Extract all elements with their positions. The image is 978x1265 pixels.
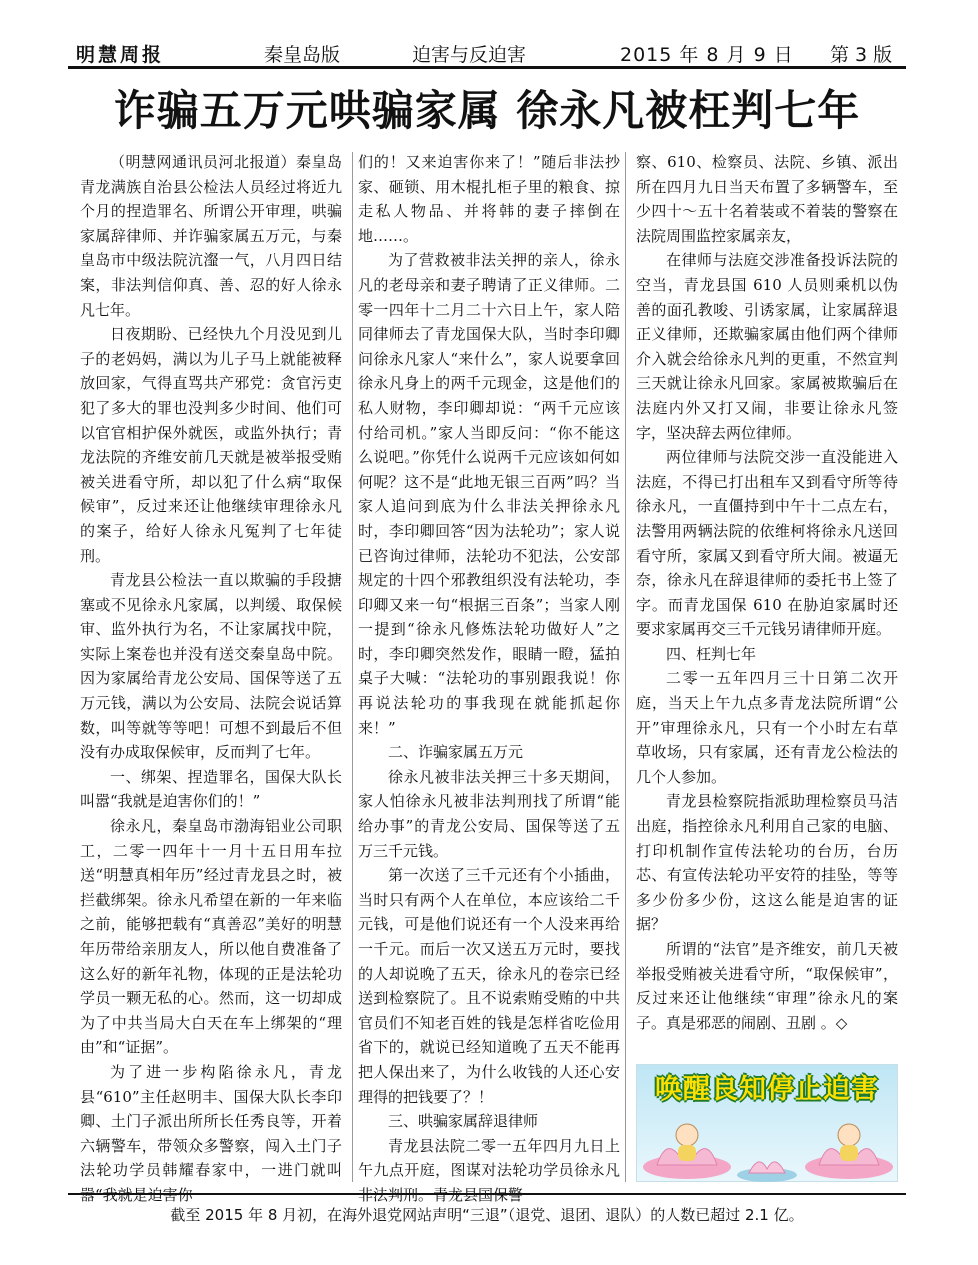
newspaper-brand: 明慧周报 xyxy=(76,44,165,66)
lotus-right-icon xyxy=(805,1124,893,1179)
section-heading: 二、诈骗家属五万元 xyxy=(388,743,524,762)
lotus-left-icon xyxy=(643,1124,731,1179)
section-heading: 四、枉判七年 xyxy=(666,644,757,663)
paragraph: 为了营救被非法关押的亲人，徐永凡的老母亲和妻子聘请了正义律师。二零一四年十二月二十六日上午，家人陪同律师去了青龙国保大队，当时李印卿问徐永凡家人“来什么”，家人说要拿回徐永凡身上的两千元现金，这是他们的私人财物，李印卿却说：“两千元应该付给司机。”家人当即反问：“你不能这么说吧。”你凭什么说两千元应该如何如何呢？这不是“此地无银三百两”吗？当家人追问到底为什么非法关押徐永凡时，李印卿回答“因为法轮功”；家人说已咨询过律师，法轮功不犯法，公安部规定的十四个邪教组织没有法轮功，李印卿又来一句“根据三百条”；当家人刚一提到“徐永凡修炼法轮功做好人”之时，李印卿突然发作，眼睛一瞪，猛拍桌子大喊：“法轮功的事别跟我说！你再说法轮功的事我现在就能抓起你来！” xyxy=(358,251,620,737)
column-3 xyxy=(636,150,898,1182)
banner-slogan: 唤醒良知停止迫害 xyxy=(655,1074,879,1105)
paragraph: 徐永凡，秦皇岛市渤海铝业公司职工，二零一四年十一月十五日用车拉送“明慧真相年历”经过青龙县之时，被拦截绑架。徐永凡希望在新的一年来临之前，能够把载有“真善忍”美好的明慧年历带给亲朋友人，所以他自费准备了这么好的新年礼物，体现的正是法轮功学员一颗无私的心。然而，这一切却成为了中共当局大白天在车上绑架的“理由”和“证据”。 xyxy=(80,817,342,1057)
awareness-banner xyxy=(636,1064,898,1182)
paragraph: 们的！又来迫害你来了！”随后非法抄家、砸锁、用木棍扎柜子里的粮食、掠走私人物品、并将韩的妻子摔倒在地……。 xyxy=(358,153,620,245)
paragraph: 二零一五年四月三十日第二次开庭，当天上午九点多青龙法院所谓“公开”审理徐永凡，只有一个小时左右草草收场，只有家属，还有青龙公检法的几个人参加。 xyxy=(636,669,898,786)
footer-rule xyxy=(68,1193,906,1195)
column-1 xyxy=(80,150,342,1182)
paragraph: 第一次送了三千元还有个小插曲，当时只有两个人在单位，本应该给二千元钱，可是他们说还有一个人没来再给一千元。而后一次又送五万元时，要找的人却说晚了五天，徐永凡的卷宗已经送到检察院了。且不说索贿受贿的中共官员们不知老百姓的钱是怎样省吃俭用省下的，就说已经知道晚了五天不能再把人保出来了，为什么收钱的人还心安理得的把钱要了？！ xyxy=(358,866,620,1106)
paragraph: 察、610、检察员、法院、乡镇、派出所在四月九日当天布置了多辆警车，至少四十～五十名着装或不着装的警察在法院周围监控家属亲友， xyxy=(636,153,898,245)
issue-date: 2015 年 8 月 9 日 xyxy=(620,44,794,66)
edition-label: 秦皇岛版 xyxy=(264,44,341,66)
masthead xyxy=(68,36,906,66)
page-number: 第 3 版 xyxy=(830,44,893,66)
paragraph: 青龙县检察院指派助理检察员马洁出庭，指控徐永凡利用自己家的电脑、打印机制作宣传法轮功的台历，台历芯、有宣传法轮功平安符的挂坠，等等多少份多少份，这这么能是迫害的证据？ xyxy=(636,792,898,934)
paragraph: 两位律师与法院交涉一直没能进入法庭，不得已打出租车又到看守所等待徐永凡，一直僵持到中午十二点左右，法警用两辆法院的依维柯将徐永凡送回看守所，家属又到看守所大闹。被逼无奈，徐永凡在辞退律师的委托书上签了字。而青龙国保 610 在胁迫家属时还要求家属再交三千元钱另请律师开庭。 xyxy=(636,448,898,639)
paragraph: 徐永凡被非法关押三十多天期间，家人怕徐永凡被非法判刑找了所谓“能给办事”的青龙公安局、国保等送了五万三千元钱。 xyxy=(358,767,620,860)
section-heading: 三、哄骗家属辞退律师 xyxy=(388,1112,539,1131)
paragraph: 所谓的“法官”是齐维安，前几天被举报受贿被关进看守所，“取保候审”，反过来还让他继续“审理”徐永凡的案子。真是邪恶的闹剧、丑剧 。◇ xyxy=(636,940,898,1032)
paragraph: 青龙县公检法一直以欺骗的手段搪塞或不见徐永凡家属，以判缓、取保候审、监外执行为名，不让家属找中院，实际上案卷也并没有送交秦皇岛中院。因为家属给青龙公安局、国保等送了五万元钱，满以为公安局、法院会说话算数，叫等就等等吧！可想不到最后不但没有办成取保候审，反而判了七年。 xyxy=(80,571,342,762)
paragraph: 日夜期盼、已经快九个月没见到儿子的老妈妈，满以为儿子马上就能被释放回家，气得直骂共产邪党：贪官污吏犯了多大的罪也没判多少时间、他们可以官官相护保外就医，或监外执行；青龙法院的齐维安前几天就是被举报受贿被关进看守所，却以犯了什么病“取保候审”，反过来还让他继续审理徐永凡的案子，给好人徐永凡冤判了七年徒刑。 xyxy=(80,325,342,565)
footer-notice: 截至 2015 年 8 月初，在海外退党网站声明“三退”（退党、退团、退队）的人数已超过 2.1 亿。 xyxy=(170,1206,804,1224)
section-heading: 一、绑架、捏造罪名，国保大队长叫嚣“我就是迫害你们的！” xyxy=(80,767,342,811)
article-title: 诈骗五万元哄骗家属 徐永凡被枉判七年 xyxy=(113,86,861,135)
paragraph: 在律师与法庭交涉准备投诉法院的空当，青龙县国 610 人员则乘机以伪善的面孔教唆、引诱家属，让家属辞退正义律师，还欺骗家属由他们两个律师介入就会给徐永凡判的更重，不然宣判三天就让徐永凡回家。家属被欺骗后在法庭内外又打又闹，非要让徐永凡签字，坚决辞去两位律师。 xyxy=(636,251,898,442)
paragraph: （明慧网通讯员河北报道）秦皇岛青龙满族自治县公检法人员经过将近九个月的捏造罪名、所谓公开审理，哄骗家属辞律师、并诈骗家属五万元，与秦皇岛市中级法院沆瀣一气，八月四日结案，非法判信仰真、善、忍的好人徐永凡七年。 xyxy=(80,153,342,319)
paragraph: 青龙县法院二零一五年四月九日上午九点开庭，图谋对法轮功学员徐永凡 xyxy=(358,1136,620,1180)
paragraph: 为了进一步构陷徐永凡，青龙县“610”主任赵明丰、国保大队长李印卿、土门子派出所所长任秀良等，开着六辆警车，带领众多警察，闯入土门子法轮功学员韩耀春家中，一进门就叫 xyxy=(80,1062,342,1180)
lotus-illustration xyxy=(637,1105,899,1183)
column-2 xyxy=(358,150,620,1182)
lotus-center-icon xyxy=(737,1162,797,1182)
section-label: 迫害与反迫害 xyxy=(412,44,527,66)
header-rule xyxy=(68,66,906,69)
article-body xyxy=(80,150,898,1182)
